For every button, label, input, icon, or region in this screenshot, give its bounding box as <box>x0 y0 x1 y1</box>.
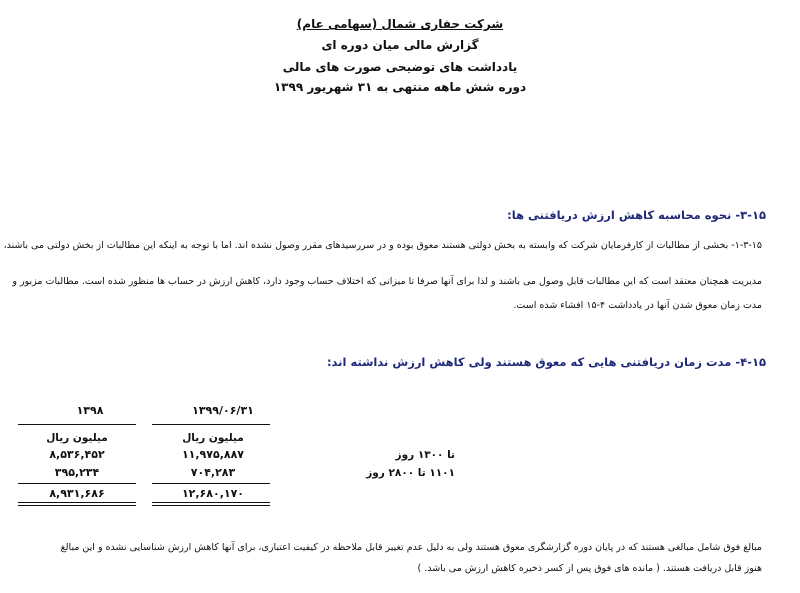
table-divider <box>152 483 270 484</box>
section-overdue-title: ۴-۱۵- مدت زمان دریافتنی هایی که معوق هستند ولی کاهش ارزش نداشته اند: <box>326 355 766 369</box>
table-total: ۱۲,۶۸۰,۱۷۰ <box>181 487 245 500</box>
table-total: ۸,۹۳۱,۶۸۶ <box>49 487 105 500</box>
row-label: تا ۱۳۰۰ روز <box>395 449 455 461</box>
table-cell: ۷۰۴,۲۸۳ <box>190 466 236 479</box>
column-unit: میلیون ریال <box>182 432 244 444</box>
table-double-underline <box>152 502 270 503</box>
table-divider <box>18 483 136 484</box>
paragraph-line: ۱-۳-۱۵- بخشی از مطالبات از کارفرمایان شرکت که وابسته به بخش دولتی هستند معوق بوده و در سررسیدهای مقرر وصول نشده اند. اما با توجه به اینکه این مطالبات از بخش دولتی می باشند، <box>3 240 762 251</box>
table-cell: ۱۱,۹۷۵,۸۸۷ <box>181 448 245 461</box>
paragraph-line: مدت زمان معوق شدن آنها در یادداشت ۴-۱۵ افشاء شده است. <box>513 300 762 311</box>
table-divider <box>152 424 270 425</box>
row-label: ۱۱۰۱ تا ۲۸۰۰ روز <box>366 467 455 479</box>
report-title: گزارش مالی میان دوره ای <box>321 38 479 52</box>
footnote-line: هنوز قابل دریافت هستند. ( مانده های فوق پس از کسر ذخیره کاهش ارزش می باشد. ) <box>417 563 762 574</box>
period-title: دوره شش ماهه منتهی به ۳۱ شهریور ۱۳۹۹ <box>273 80 527 94</box>
table-cell: ۳۹۵,۲۳۴ <box>54 466 100 479</box>
footnote-line: مبالغ فوق شامل مبالغی هستند که در پایان دوره گزارشگری معوق هستند ولی به دلیل عدم تغییر قابل ملاحظه در کیفیت اعتباری، برای آنها کاهش ارزش شناسایی نشده و این مبالغ <box>60 542 762 553</box>
section-impairment-title: ۳-۱۵- نحوه محاسبه کاهش ارزش دریافتنی ها: <box>507 208 766 222</box>
table-divider <box>18 424 136 425</box>
table-double-underline <box>18 502 136 503</box>
company-name: شرکت حفاری شمال (سهامی عام) <box>296 17 504 31</box>
column-header-1398: ۱۳۹۸ <box>76 404 104 417</box>
paragraph-line: مدیریت همچنان معتقد است که این مطالبات قابل وصول می باشند و لذا برای آنها صرفا تا میزانی که اختلاف حساب وجود دارد، کاهش ارزش در حساب ها منظور شده است. مطالبات مزبور و <box>12 276 762 287</box>
notes-title: یادداشت های توضیحی صورت های مالی <box>282 60 518 74</box>
column-unit: میلیون ریال <box>46 432 108 444</box>
table-double-underline <box>18 505 136 506</box>
table-cell: ۸,۵۳۶,۴۵۲ <box>49 448 105 461</box>
table-double-underline <box>152 505 270 506</box>
column-header-1399: ۱۳۹۹/۰۶/۳۱ <box>192 404 254 417</box>
